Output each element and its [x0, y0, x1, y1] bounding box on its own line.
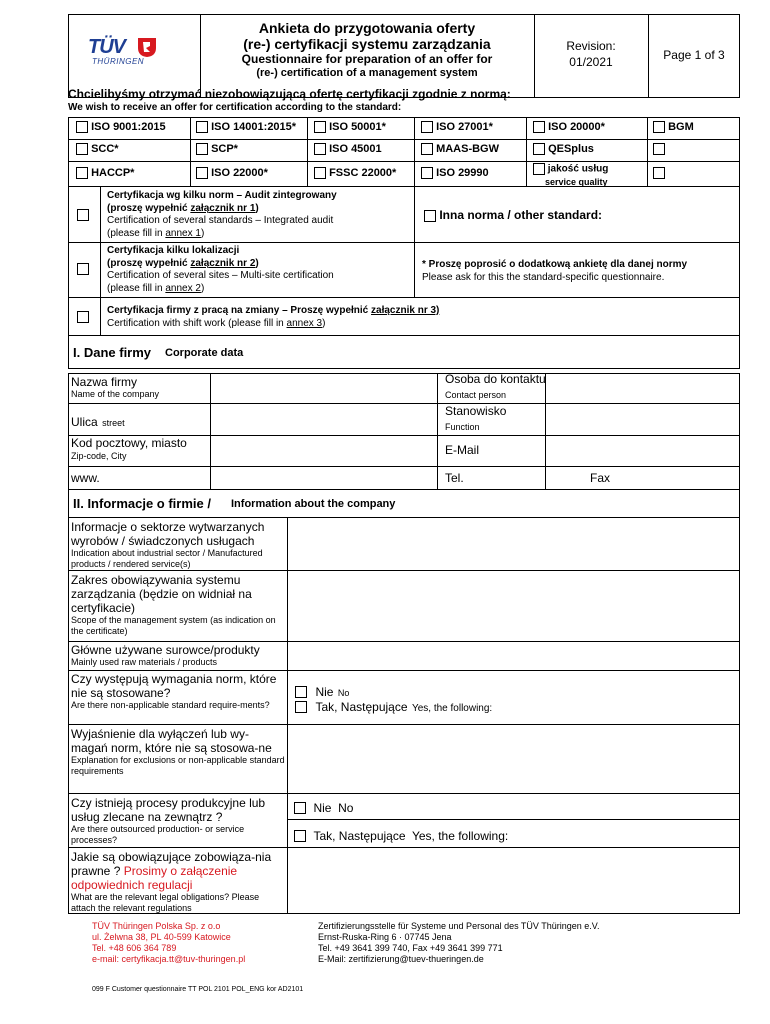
checkbox[interactable] [653, 167, 665, 179]
standard-empty-1[interactable] [653, 143, 665, 155]
multisite-en-1: Certification of several sites – Multi-site certification [107, 270, 334, 281]
company-label-en: Name of the company [71, 389, 160, 399]
standard-label: jakość usług [547, 163, 609, 175]
footer-left [92, 921, 245, 965]
section-1-title-en: Corporate data [165, 347, 244, 359]
checkbox[interactable] [421, 143, 433, 155]
footer-left-1: TÜV Thüringen Polska Sp. z o.o [92, 921, 221, 931]
integrated-pl-2a: (proszę wypełnić [107, 202, 191, 214]
checkbox[interactable] [196, 121, 208, 133]
street-label-en: street [102, 418, 125, 428]
function-field[interactable] [546, 404, 739, 435]
standard-label: ISO 9001:2015 [91, 121, 166, 133]
annex-3-link-en[interactable]: annex 3 [286, 318, 323, 329]
revision-label: Revision: [566, 39, 616, 53]
checkbox[interactable] [653, 143, 665, 155]
footer-left-3: Tel. +48 606 364 789 [92, 943, 177, 953]
q7-answer[interactable] [288, 848, 739, 914]
q4-pl: Czy występują wymagania norm, które nie są stosowane? [71, 672, 277, 700]
checkbox[interactable] [424, 210, 436, 222]
footer-right-3: Tel. +49 3641 399 740, Fax +49 3641 399 771 [318, 943, 503, 953]
checkbox[interactable] [533, 143, 545, 155]
email-label: E-Mail [445, 443, 480, 457]
q6-no-label: Nie No [313, 801, 354, 815]
standard-scc[interactable] [76, 143, 119, 155]
standard-label: ISO 27001* [436, 121, 493, 133]
q3-answer[interactable] [288, 642, 739, 670]
q3-pl: Główne używane surowce/produkty [71, 643, 260, 657]
annex-1-link-pl[interactable]: załącznik nr 1 [190, 202, 256, 214]
www-field[interactable] [211, 467, 437, 490]
q7-en: What are the relevant legal obligations? Please attach the relevant regulations [71, 892, 260, 913]
section-2-title-en: Information about the company [231, 498, 396, 510]
q5-pl: Wyjaśnienie dla wyłączeń lub wy-magań norm, które nie są stosowa-ne [71, 727, 272, 755]
title-pl-1: Ankieta do przygotowania oferty [258, 20, 476, 36]
annex-2-link-pl[interactable]: załącznik nr 2 [190, 257, 256, 269]
q2-pl: Zakres obowiązywania systemu zarządzania (będzie on widniał na certyfikacie) [71, 573, 252, 615]
checkbox[interactable] [421, 167, 433, 179]
q6-no-option[interactable] [294, 799, 353, 817]
intro-en: We wish to receive an offer for certification according to the standard: [68, 102, 402, 113]
q6-pl: Czy istnieją procesy produkcyjne lub usług zlecane na zewnątrz ? [71, 796, 266, 824]
www-label: www. [71, 471, 100, 485]
star-note-pl: * Proszę poprosić o dodatkową ankietę dla danej normy [422, 259, 688, 270]
q4-en: Are there non-applicable standard require-ments? [71, 700, 270, 710]
q1-answer[interactable] [288, 519, 739, 570]
standard-iso14001[interactable] [196, 121, 296, 133]
zip-label-pl: Kod pocztowy, miasto [71, 436, 187, 450]
doc-code: 099 F Customer questionnaire TT POL 2101 POL_ENG kor AD2101 [92, 986, 304, 993]
shift-en-c: ) [322, 318, 326, 329]
standard-iso27001[interactable] [421, 121, 493, 133]
standard-scp[interactable] [196, 143, 238, 155]
multisite-text [107, 245, 334, 295]
tel-label: Tel. [445, 471, 464, 485]
checkbox[interactable] [196, 143, 208, 155]
standards-grid [68, 117, 740, 187]
footer-right [318, 921, 599, 965]
multisite-pl-2c: ) [255, 257, 259, 269]
checkbox[interactable] [294, 830, 306, 842]
logo [88, 36, 184, 72]
function-label-en: Function [445, 422, 480, 432]
intro-pl: Chcielibyśmy otrzymać niezobowiązującą ofertę certyfikacji zgodnie z normą: [68, 87, 511, 101]
zip-field[interactable] [211, 436, 437, 466]
other-standard[interactable] [424, 208, 602, 222]
page-number: Page 1 of 3 [663, 48, 725, 62]
footer-left-2: ul. Żelwna 38, PL 40-599 Katowice [92, 932, 231, 942]
checkbox[interactable] [533, 163, 545, 175]
standard-label: HACCP* [91, 167, 135, 179]
q4-yes-en: Yes, the following: [411, 703, 493, 714]
standard-qesplus[interactable] [533, 143, 594, 155]
logo-text: TÜV [88, 36, 125, 58]
shift-checkbox[interactable] [77, 311, 89, 323]
shift-en-a: Certification with shift work (please fill in [107, 318, 287, 329]
checkbox[interactable] [295, 701, 307, 713]
annex-3-link-pl[interactable]: załącznik nr 3) [371, 305, 440, 316]
checkbox[interactable] [295, 686, 307, 698]
standard-iso29990[interactable] [421, 167, 489, 179]
section-1-title-pl: I. Dane firmy [73, 345, 152, 360]
title-en-1: Questionnaire for preparation of an offer for [241, 52, 493, 66]
annex-2-link-en[interactable]: annex 2 [165, 282, 201, 294]
checkbox[interactable] [294, 802, 306, 814]
q1-pl: Informacje o sektorze wytwarzanych wyrobów / świadczonych usługach [71, 520, 265, 548]
standard-iso22000[interactable] [196, 167, 268, 179]
standard-iso20000[interactable] [533, 121, 605, 133]
section-2-header [68, 490, 740, 518]
standard-label: FSSC 22000* [329, 167, 397, 179]
street-field[interactable] [211, 404, 437, 435]
standard-iso45001[interactable] [314, 143, 382, 155]
multisite-pl-2a: (proszę wypełnić [107, 257, 191, 269]
footer-right-4: E-Mail: zertifizierung@tuev-thueringen.de [318, 954, 484, 964]
standard-label: SCC* [91, 143, 119, 155]
q5-en: Explanation for exclusions or non-applicable standard requirements [71, 755, 285, 776]
integrated-text [107, 190, 337, 240]
integrated-en-2a: (please fill in [107, 227, 166, 239]
function-label-pl: Stanowisko [445, 404, 507, 418]
q6-yes-option[interactable] [294, 827, 508, 845]
multisite-en-2a: (please fill in [107, 282, 166, 294]
standard-label: ISO 29990 [436, 167, 489, 179]
q7-pl-a: Jakie są obowiązujące zobowiąza-nia prawne ? [71, 850, 272, 878]
multisite-en-2c: ) [200, 282, 205, 294]
standard-label: BGM [668, 121, 694, 133]
integrated-en-2c: ) [200, 227, 205, 239]
standard-service-quality[interactable] [533, 163, 608, 189]
shift-pl-a: Certyfikacja firmy z pracą na zmiany – Proszę wypełnić [107, 305, 372, 316]
revision-value: 01/2021 [569, 55, 613, 69]
multisite-checkbox[interactable] [77, 263, 89, 275]
standard-label: SCP* [211, 143, 238, 155]
star-note-en: Please ask for this the standard-specific questionnaire. [422, 272, 665, 283]
standard-bgm[interactable] [653, 121, 694, 133]
q4-yes-pl: Tak, Następujące [315, 700, 408, 714]
logo-subtext: THÜRINGEN [92, 57, 145, 66]
integrated-pl-2c: ) [255, 202, 259, 214]
multisite-pl-1: Certyfikacja kilku lokalizacji [107, 245, 240, 256]
other-standard-label: Inna norma / other standard: [439, 208, 603, 222]
standard-iso50001[interactable] [314, 121, 386, 133]
title-en-2: (re-) certification of a management system [256, 67, 478, 79]
standard-label: ISO 20000* [548, 121, 605, 133]
q3-en: Mainly used raw materials / products [71, 657, 218, 667]
section-1-header [68, 336, 740, 369]
checkbox[interactable] [421, 121, 433, 133]
footer-right-1: Zertifizierungsstelle für Systeme und Personal des TÜV Thüringen e.V. [318, 921, 600, 931]
title-pl-2: (re-) certyfikacji systemu zarządzania [243, 36, 491, 52]
q4-no-pl: Nie [315, 685, 334, 699]
q6-yes-label: Tak, Następujące Yes, the following: [313, 829, 509, 843]
zip-label-en: Zip-code, City [71, 451, 127, 461]
footer-right-2: Ernst-Ruska-Ring 6 · 07745 Jena [318, 932, 452, 942]
checkbox[interactable] [314, 143, 326, 155]
q4-yes-option[interactable] [295, 698, 492, 716]
standard-sublabel: service quality [545, 176, 608, 187]
checkbox[interactable] [314, 167, 326, 179]
company-label-pl: Nazwa firmy [71, 375, 138, 389]
checkbox[interactable] [76, 167, 88, 179]
street-label-pl: Ulica [71, 415, 98, 429]
standard-haccp[interactable] [76, 167, 134, 179]
integrated-pl-1: Certyfikacja wg kilku norm – Audit zintegrowany [107, 190, 337, 201]
q2-answer[interactable] [288, 571, 739, 641]
standard-maas-bgw[interactable] [421, 143, 499, 155]
lion-icon [136, 36, 158, 58]
star-note [422, 258, 687, 284]
checkbox[interactable] [196, 167, 208, 179]
q4-no-en: No [337, 688, 350, 698]
standard-label: ISO 14001:2015* [211, 121, 297, 133]
standard-label: ISO 22000* [211, 167, 268, 179]
email-field[interactable] [546, 436, 739, 466]
footer-left-4: e-mail: certyfikacja.tt@tuv-thuringen.pl [92, 954, 246, 964]
standard-iso9001[interactable] [76, 121, 166, 133]
standard-label: ISO 50001* [329, 121, 386, 133]
standard-fssc22000[interactable] [314, 167, 396, 179]
q2-en: Scope of the management system (as indication on the certificate) [71, 615, 276, 636]
checkbox[interactable] [533, 121, 545, 133]
checkbox[interactable] [653, 121, 665, 133]
contact-label-en: Contact person [445, 390, 507, 400]
standard-label: QESplus [548, 143, 594, 155]
standard-label: MAAS-BGW [436, 143, 499, 155]
section-2-title-pl: II. Informacje o firmie / [73, 496, 211, 511]
standard-label: ISO 45001 [329, 143, 382, 155]
q6-en: Are there outsourced production- or service processes? [71, 824, 245, 845]
shift-text [107, 304, 439, 330]
q5-answer[interactable] [288, 725, 739, 793]
integrated-checkbox[interactable] [77, 209, 89, 221]
contact-label-pl: Osoba do kontaktu [445, 372, 546, 386]
checkbox[interactable] [314, 121, 326, 133]
q1-en: Indication about industrial sector / Manufactured products / rendered service(s) [71, 548, 263, 569]
q7-pl-b: Prosimy o załączenie odpowiednich regulacji [71, 864, 238, 892]
checkbox[interactable] [76, 121, 88, 133]
checkbox[interactable] [76, 143, 88, 155]
annex-1-link-en[interactable]: annex 1 [165, 227, 201, 239]
integrated-en-1: Certification of several standards – Integrated audit [107, 215, 334, 226]
contact-field[interactable] [546, 374, 739, 403]
standard-empty-2[interactable] [653, 167, 665, 179]
company-field[interactable] [211, 374, 437, 403]
fax-label: Fax [590, 471, 611, 485]
